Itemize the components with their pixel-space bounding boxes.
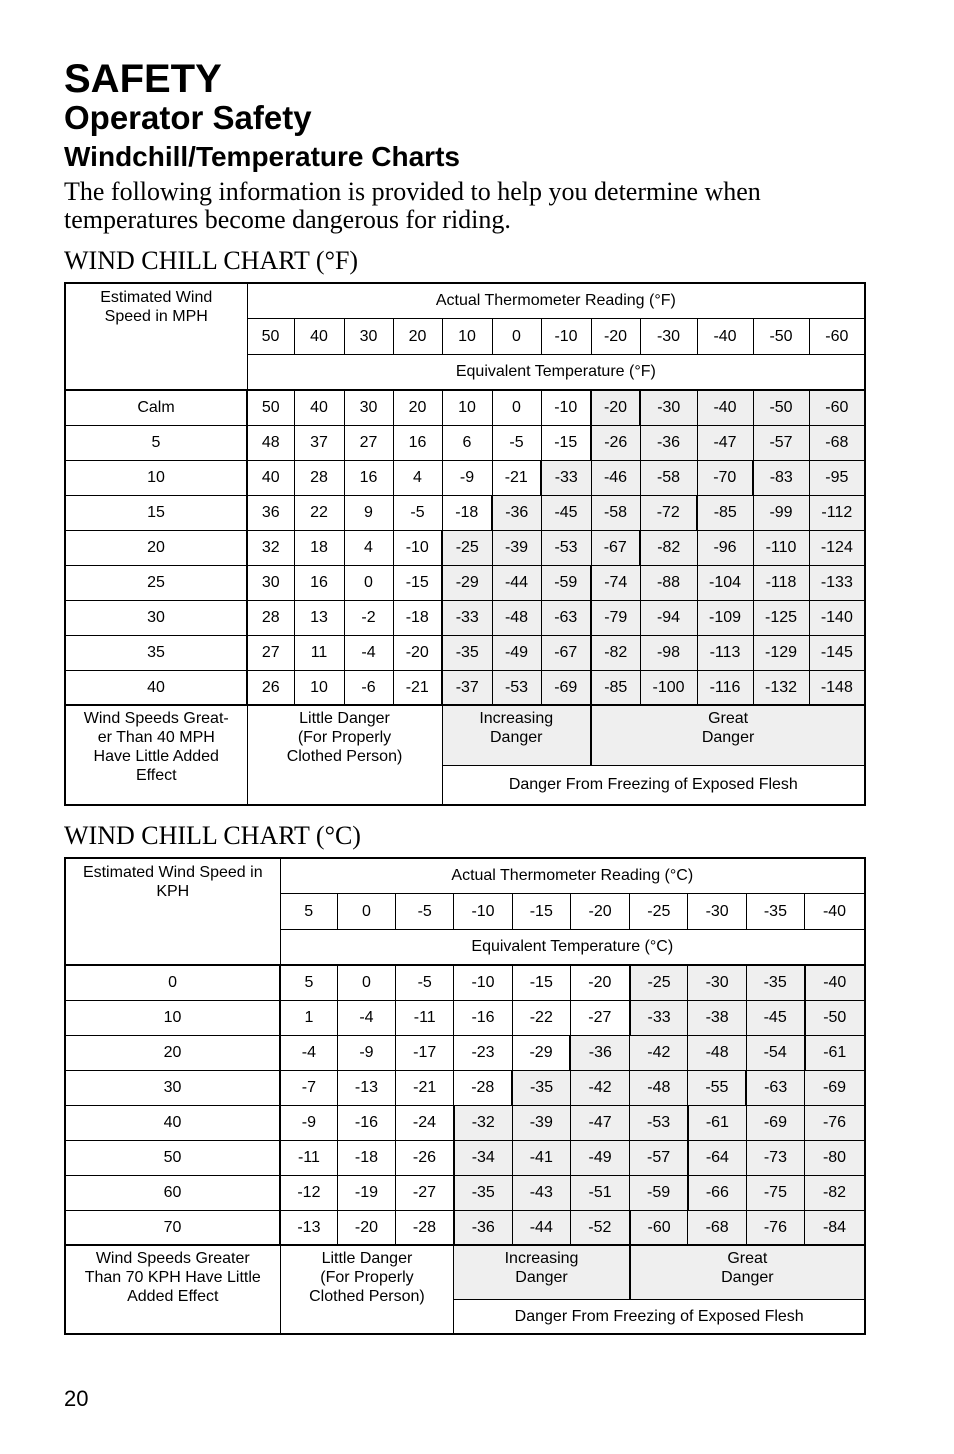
equivalent-temp-cell: -124 [809,530,865,565]
equivalent-temp-cell: -76 [746,1210,804,1245]
equivalent-temp-cell: -13 [337,1070,395,1105]
page-title: SAFETY [64,57,222,101]
wind-speed-note-line: Than 70 KPH Have Little [84,1269,261,1286]
equivalent-temp-cell: 27 [247,635,294,670]
equivalent-temp-cell: -48 [492,600,541,635]
wind-speed-header [65,858,280,965]
equivalent-temp-cell: -15 [512,965,570,1000]
great-danger-line: Danger [721,1269,774,1286]
intro-paragraph: The following information is provided to help you determine when temperatures become dangerous for riding. [64,177,761,234]
equivalent-temp-cell: -140 [809,600,865,635]
equivalent-temp-cell: -88 [640,565,697,600]
freezing-danger-note: Danger From Freezing of Exposed Flesh [442,765,865,805]
chart-c-title: WIND CHILL CHART (°C) [64,821,361,850]
equivalent-temp-cell: -15 [541,425,591,460]
temperature-header-cell: 10 [442,318,492,354]
equivalent-temp-cell: 6 [442,425,492,460]
wind-speed-cell: 10 [65,1000,280,1035]
chart-f-title: WIND CHILL CHART (°F) [64,246,359,275]
equivalent-temp-cell: -20 [337,1210,395,1245]
equivalent-temp-cell: -4 [337,1000,395,1035]
equivalent-temp-cell: -32 [454,1105,512,1140]
increasing-danger-line: Increasing [479,710,554,727]
equivalent-temp-cell: -11 [280,1140,337,1175]
equivalent-temp-cell: -16 [337,1105,395,1140]
table-row [65,1175,865,1210]
wind-speed-cell: 40 [65,1105,280,1140]
equivalent-temp-cell: -129 [753,635,809,670]
great-danger-line: Danger [701,729,755,746]
temperature-header-cell: -20 [591,318,640,354]
equivalent-temp-cell: -9 [280,1105,337,1140]
little-danger-line: Little Danger [299,710,390,727]
equivalent-temp-cell: -67 [541,635,591,670]
equivalent-temp-cell: -145 [809,635,865,670]
equivalent-temp-cell: 36 [247,495,294,530]
equivalent-temp-cell: -25 [442,530,492,565]
equivalent-temp-cell: -30 [688,965,746,1000]
equivalent-temp-cell: -38 [688,1000,746,1035]
equivalent-temp-cell: -33 [630,1000,688,1035]
equivalent-temp-cell: -13 [280,1210,337,1245]
equivalent-temp-cell: 13 [294,600,344,635]
equivalent-temp-cell: -58 [640,460,697,495]
header-row [65,283,865,318]
danger-legend-row [65,1245,865,1299]
equivalent-temp-cell: -55 [688,1070,746,1105]
wind-speed-cell: 35 [65,635,247,670]
equivalent-temp-cell: -35 [442,635,492,670]
equivalent-temp-cell: -61 [688,1105,746,1140]
temperature-header-cell: -40 [805,893,865,929]
table-row [65,390,865,425]
wind-speed-header-text: Estimated Wind Speed in KPH [82,864,263,900]
wind-speed-cell: 50 [65,1140,280,1175]
equivalent-temp-cell: 30 [344,390,393,425]
table-row [65,965,865,1000]
table-row [65,1070,865,1105]
temperature-header-cell: -40 [697,318,753,354]
equivalent-temp-cell: -59 [541,565,591,600]
equivalent-temp-cell: -57 [753,425,809,460]
equivalent-temp-cell: -67 [591,530,640,565]
equivalent-temp-cell: 0 [492,390,541,425]
equivalent-temp-cell: 48 [247,425,294,460]
equivalent-temp-cell: -94 [640,600,697,635]
equivalent-temp-cell: -47 [570,1105,629,1140]
equivalent-temp-cell: -79 [591,600,640,635]
table-row [65,635,865,670]
table-row [65,1140,865,1175]
table-row [65,425,865,460]
equivalent-temp-cell: -64 [688,1140,746,1175]
table-row [65,1210,865,1245]
equivalent-temp-cell: 0 [337,965,395,1000]
wind-speed-note-line: Wind Speeds Greater [95,1250,250,1267]
wind-speed-cell: 25 [65,565,247,600]
equivalent-temp-cell: -52 [570,1210,629,1245]
equivalent-temp-cell: -45 [746,1000,804,1035]
section-heading: Windchill/Temperature Charts [64,141,460,172]
equivalent-temp-cell: 28 [247,600,294,635]
equivalent-temp-cell: -36 [454,1210,512,1245]
temperature-header-cell: -5 [396,893,454,929]
equivalent-temp-cell: -70 [697,460,753,495]
equivalent-temp-cell: 40 [247,460,294,495]
equivalent-temp-cell: -4 [280,1035,337,1070]
equivalent-temp-cell: -5 [492,425,541,460]
equivalent-temp-cell: -125 [753,600,809,635]
increasing-danger-legend [442,705,591,765]
equivalent-temp-cell: -35 [746,965,804,1000]
equivalent-temp-cell: -36 [640,425,697,460]
equivalent-temp-cell: -75 [746,1175,804,1210]
equivalent-temp-cell: 0 [344,565,393,600]
equivalent-temp-cell: -4 [344,635,393,670]
equivalent-temp-cell: -110 [753,530,809,565]
equivalent-temp-cell: -42 [570,1070,629,1105]
equivalent-temp-cell: -19 [337,1175,395,1210]
wind-speed-note [65,705,247,805]
equivalent-temp-cell: 1 [280,1000,337,1035]
equivalent-temp-cell: -132 [753,670,809,705]
equivalent-temp-cell: -23 [454,1035,512,1070]
equivalent-temp-cell: -37 [442,670,492,705]
equivalent-temp-cell: -18 [442,495,492,530]
temperature-header-cell: -10 [454,893,512,929]
little-danger-line: Clothed Person) [286,748,403,765]
wind-speed-cell: 15 [65,495,247,530]
equivalent-temp-cell: -72 [640,495,697,530]
equivalent-temp-cell: -148 [809,670,865,705]
equivalent-temp-cell: -29 [442,565,492,600]
equivalent-temp-cell: -30 [640,390,697,425]
equivalent-temp-cell: -76 [805,1105,865,1140]
equivalent-temp-cell: -82 [805,1175,865,1210]
wind-speed-cell: 60 [65,1175,280,1210]
increasing-danger-line: Danger [515,1269,568,1286]
table-row [65,1035,865,1070]
temperature-header-cell: 40 [294,318,344,354]
equivalent-temp-cell: 9 [344,495,393,530]
temperature-header-cell: -30 [688,893,746,929]
actual-reading-header: Actual Thermometer Reading (°C) [280,858,865,893]
equivalent-temp-cell: -40 [697,390,753,425]
equivalent-temp-cell: -35 [454,1175,512,1210]
equivalent-temp-cell: -36 [570,1035,629,1070]
equivalent-temp-cell: -109 [697,600,753,635]
increasing-danger-line: Danger [490,729,543,746]
equivalent-temp-cell: 16 [344,460,393,495]
wind-speed-note-line: Have Little Added [93,748,219,765]
equivalent-temp-cell: -28 [396,1210,454,1245]
equivalent-temp-cell: -63 [746,1070,804,1105]
equivalent-temp-cell: -33 [541,460,591,495]
equivalent-temp-cell: -39 [512,1105,570,1140]
equivalent-temp-cell: -82 [591,635,640,670]
equivalent-temp-cell: -35 [512,1070,570,1105]
temperature-header-cell: -15 [512,893,570,929]
wind-speed-cell: 5 [65,425,247,460]
equivalent-temp-cell: -39 [492,530,541,565]
equivalent-temp-cell: -85 [591,670,640,705]
equivalent-temp-cell: -69 [541,670,591,705]
equivalent-temp-cell: -43 [512,1175,570,1210]
wind-speed-note-line: Wind Speeds Great- [83,710,229,727]
temperature-header-cell: -50 [753,318,809,354]
temperature-header-cell: -30 [640,318,697,354]
equivalent-temp-cell: -95 [809,460,865,495]
temperature-header-cell: -20 [570,893,629,929]
actual-reading-header: Actual Thermometer Reading (°F) [247,283,865,318]
little-danger-line: (For Properly [320,1269,414,1286]
equivalent-temp-cell: -49 [570,1140,629,1175]
equivalent-temp-cell: -42 [630,1035,688,1070]
wind-speed-cell: 0 [65,965,280,1000]
wind-speed-cell: 70 [65,1210,280,1245]
equivalent-temp-cell: -53 [630,1105,688,1140]
wind-speed-header-text: Estimated Wind Speed in MPH [100,289,213,325]
equivalent-temp-cell: -44 [492,565,541,600]
equivalent-temp-cell: -26 [591,425,640,460]
equivalent-temp-cell: 4 [344,530,393,565]
equivalent-temp-cell: -83 [753,460,809,495]
equivalent-temp-cell: 32 [247,530,294,565]
equivalent-temp-cell: -118 [753,565,809,600]
equivalent-temp-cell: -15 [393,565,442,600]
little-danger-legend [247,705,442,805]
equivalent-temp-cell: 22 [294,495,344,530]
equivalent-temp-cell: 20 [393,390,442,425]
equivalent-temp-cell: -27 [570,1000,629,1035]
equivalent-temp-cell: 40 [294,390,344,425]
equivalent-temp-cell: -46 [591,460,640,495]
table-row [65,1000,865,1035]
equivalent-temp-cell: -45 [541,495,591,530]
equivalent-temp-cell: 18 [294,530,344,565]
equivalent-temp-cell: -10 [454,965,512,1000]
equivalent-temp-cell: -34 [454,1140,512,1175]
wind-speed-cell: 30 [65,1070,280,1105]
equivalent-temp-cell: -10 [541,390,591,425]
equivalent-temp-cell: -63 [541,600,591,635]
equivalent-temp-cell: -21 [396,1070,454,1105]
equivalent-temp-cell: -2 [344,600,393,635]
temperature-header-cell: -10 [541,318,591,354]
wind-speed-cell: Calm [65,390,247,425]
equivalent-temp-cell: -61 [805,1035,865,1070]
equivalent-temp-cell: -50 [805,1000,865,1035]
equivalent-temp-cell: -22 [512,1000,570,1035]
table-row [65,565,865,600]
wind-speed-note [65,1245,280,1334]
equivalent-temp-cell: -41 [512,1140,570,1175]
equivalent-temp-cell: -48 [688,1035,746,1070]
equivalent-temp-cell: 26 [247,670,294,705]
equivalent-temp-cell: -104 [697,565,753,600]
equivalent-temp-cell: -54 [746,1035,804,1070]
freezing-danger-note: Danger From Freezing of Exposed Flesh [454,1299,865,1334]
equivalent-temp-cell: 10 [442,390,492,425]
equivalent-temp-cell: 30 [247,565,294,600]
equivalent-temp-cell: -53 [541,530,591,565]
equivalent-temperature-header: Equivalent Temperature (°C) [280,929,865,965]
temperature-header-cell: 20 [393,318,442,354]
wind-speed-header [65,283,247,390]
equivalent-temp-cell: -68 [688,1210,746,1245]
equivalent-temp-cell: -11 [396,1000,454,1035]
equivalent-temp-cell: -17 [396,1035,454,1070]
table-row [65,670,865,705]
equivalent-temp-cell: -25 [630,965,688,1000]
equivalent-temp-cell: -73 [746,1140,804,1175]
equivalent-temp-cell: 5 [280,965,337,1000]
wind-chill-table-c [64,857,866,1335]
wind-speed-note-line: Added Effect [127,1288,219,1305]
wind-chill-table-f [64,282,866,806]
wind-speed-cell: 30 [65,600,247,635]
equivalent-temp-cell: -66 [688,1175,746,1210]
equivalent-temp-cell: -51 [570,1175,629,1210]
equivalent-temp-cell: -21 [492,460,541,495]
little-danger-line: (For Properly [297,729,392,746]
temperature-header-cell: -25 [630,893,688,929]
equivalent-temp-cell: -112 [809,495,865,530]
equivalent-temp-cell: -5 [393,495,442,530]
equivalent-temp-cell: -69 [805,1070,865,1105]
equivalent-temp-cell: -80 [805,1140,865,1175]
equivalent-temp-cell: -18 [337,1140,395,1175]
equivalent-temp-cell: -20 [393,635,442,670]
wind-speed-note-line: Effect [135,767,177,784]
equivalent-temp-cell: -9 [442,460,492,495]
equivalent-temp-cell: -59 [630,1175,688,1210]
equivalent-temp-cell: -10 [393,530,442,565]
equivalent-temp-cell: -24 [396,1105,454,1140]
great-danger-legend [591,705,865,765]
wind-speed-cell: 40 [65,670,247,705]
equivalent-temp-cell: 28 [294,460,344,495]
temperature-header-cell: -60 [809,318,865,354]
wind-speed-cell: 20 [65,1035,280,1070]
equivalent-temp-cell: -40 [805,965,865,1000]
page-number: 20 [64,1386,89,1411]
equivalent-temp-cell: -16 [454,1000,512,1035]
equivalent-temp-cell: -133 [809,565,865,600]
equivalent-temp-cell: -84 [805,1210,865,1245]
equivalent-temp-cell: 11 [294,635,344,670]
danger-legend-row [65,705,865,765]
equivalent-temp-cell: -6 [344,670,393,705]
equivalent-temp-cell: -57 [630,1140,688,1175]
table-row [65,1105,865,1140]
equivalent-temp-cell: 16 [294,565,344,600]
wind-speed-note-line: er Than 40 MPH [97,729,215,746]
equivalent-temp-cell: -82 [640,530,697,565]
equivalent-temp-cell: -47 [697,425,753,460]
equivalent-temp-cell: -58 [591,495,640,530]
equivalent-temp-cell: -116 [697,670,753,705]
equivalent-temp-cell: -60 [630,1210,688,1245]
little-danger-line: Little Danger [321,1250,413,1267]
equivalent-temp-cell: -9 [337,1035,395,1070]
equivalent-temp-cell: -100 [640,670,697,705]
equivalent-temp-cell: 37 [294,425,344,460]
table-row [65,530,865,565]
temperature-header-cell: 30 [344,318,393,354]
great-danger-line: Great [727,1250,768,1267]
equivalent-temp-cell: -96 [697,530,753,565]
equivalent-temp-cell: -44 [512,1210,570,1245]
equivalent-temp-cell: -60 [809,390,865,425]
equivalent-temp-cell: -20 [591,390,640,425]
equivalent-temp-cell: -36 [492,495,541,530]
equivalent-temp-cell: -5 [396,965,454,1000]
great-danger-line: Great [708,710,749,727]
equivalent-temp-cell: -28 [454,1070,512,1105]
temperature-header-cell: 0 [492,318,541,354]
equivalent-temp-cell: -85 [697,495,753,530]
equivalent-temp-cell: 50 [247,390,294,425]
equivalent-temp-cell: -99 [753,495,809,530]
equivalent-temp-cell: -27 [396,1175,454,1210]
equivalent-temp-cell: -113 [697,635,753,670]
equivalent-temp-cell: -69 [746,1105,804,1140]
wind-speed-cell: 10 [65,460,247,495]
equivalent-temp-cell: -33 [442,600,492,635]
temperature-header-cell: 50 [247,318,294,354]
equivalent-temp-cell: -50 [753,390,809,425]
equivalent-temp-cell: -21 [393,670,442,705]
equivalent-temp-cell: 4 [393,460,442,495]
little-danger-legend [280,1245,454,1334]
increasing-danger-line: Increasing [504,1250,579,1267]
header-row [65,858,865,893]
equivalent-temp-cell: -29 [512,1035,570,1070]
equivalent-temp-cell: -48 [630,1070,688,1105]
equivalent-temp-cell: 10 [294,670,344,705]
increasing-danger-legend [454,1245,630,1299]
table-row [65,460,865,495]
equivalent-temp-cell: -98 [640,635,697,670]
table-row [65,495,865,530]
equivalent-temperature-header: Equivalent Temperature (°F) [247,354,865,390]
page-subtitle: Operator Safety [64,99,312,136]
great-danger-legend [630,1245,865,1299]
equivalent-temp-cell: -74 [591,565,640,600]
table-row [65,600,865,635]
equivalent-temp-cell: -20 [570,965,629,1000]
wind-speed-cell: 20 [65,530,247,565]
equivalent-temp-cell: -7 [280,1070,337,1105]
little-danger-line: Clothed Person) [309,1288,425,1305]
equivalent-temp-cell: -26 [396,1140,454,1175]
temperature-header-cell: -35 [746,893,804,929]
equivalent-temp-cell: 16 [393,425,442,460]
temperature-header-cell: 5 [280,893,337,929]
equivalent-temp-cell: -68 [809,425,865,460]
temperature-header-cell: 0 [337,893,395,929]
equivalent-temp-cell: -12 [280,1175,337,1210]
equivalent-temp-cell: -49 [492,635,541,670]
equivalent-temp-cell: -18 [393,600,442,635]
equivalent-temp-cell: 27 [344,425,393,460]
equivalent-temp-cell: -53 [492,670,541,705]
